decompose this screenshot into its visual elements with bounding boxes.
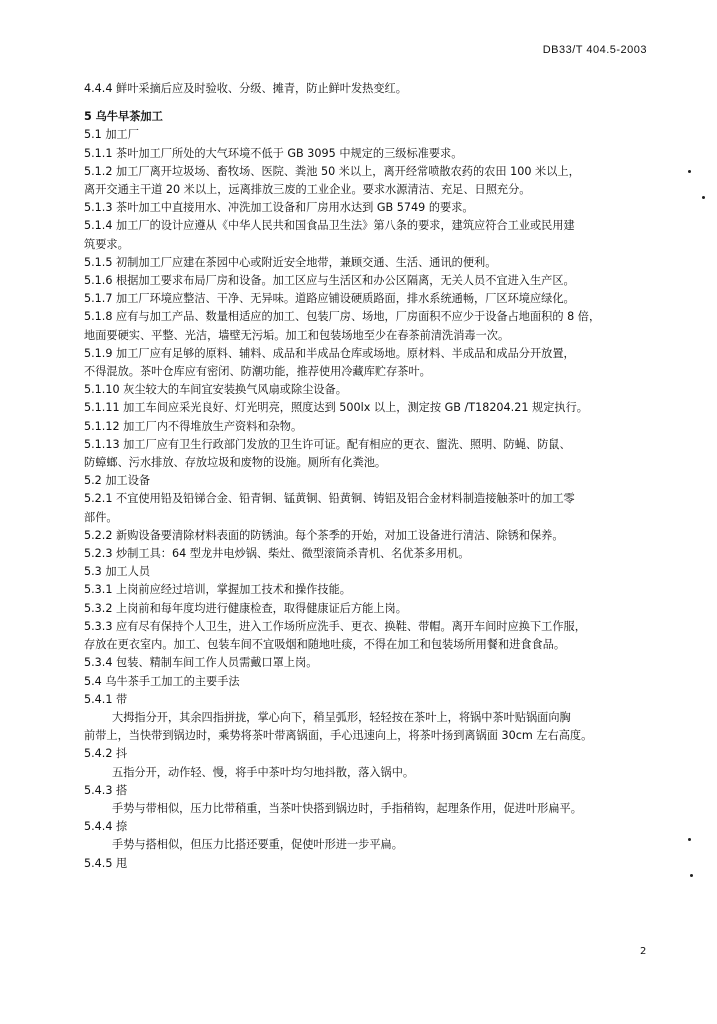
text-line: 5.4.5 甩 xyxy=(84,856,128,870)
text-line: 离开交通主干道 20 米以上，远离排放三废的工业企业。要求水源清洁、充足、日照充分。 xyxy=(84,183,531,197)
text-line: 5.1.5 初制加工厂应建在茶园中心或附近安全地带，兼顾交通、生活、通讯的便利。 xyxy=(84,255,497,269)
text-line: 5.2.3 炒制工具：64 型龙井电炒锅、柴灶、微型滚筒杀青机、名优茶多用机。 xyxy=(84,547,470,561)
text-line: 5.3 加工人员 xyxy=(84,565,151,579)
text-line: 5.1.1 茶叶加工厂所处的大气环境不低于 GB 3095 中规定的三级标准要求。 xyxy=(84,146,463,160)
text-line: 5.1.8 应有与加工产品、数量相适应的加工、包装厂房、场地，厂房面积不应少于设备占地面积的 8 倍， xyxy=(84,310,601,324)
document-body xyxy=(84,80,660,873)
scan-speck xyxy=(690,874,693,877)
text-line: 地面要硬实、平整、光洁，墙壁无污垢。加工和包装场地至少在春茶前清洗消毒一次。 xyxy=(84,328,510,342)
page-number: 2 xyxy=(640,946,647,957)
text-line: 4.4.4 鲜叶采摘后应及时验收、分级、摊青，防止鲜叶发热变红。 xyxy=(84,82,407,95)
text-line: 5.3.3 应有尽有保持个人卫生，进入工作场所应洗手、更衣、换鞋、带帽。离开车间时应换下工作服， xyxy=(84,619,586,633)
scan-speck xyxy=(688,838,691,841)
text-line: 防蟑螂、污水排放、存放垃圾和废物的设施。厕所有化粪池。 xyxy=(84,456,387,470)
text-line: 5.1.3 茶叶加工中直接用水、冲洗加工设备和厂房用水达到 GB 5749 的要求。 xyxy=(84,201,474,215)
text-line: 5.1.10 灰尘较大的车间宜安装换气风扇或除尘设备。 xyxy=(84,383,347,397)
text-line: 不得混放。茶叶仓库应有密闭、防潮功能，推荐使用冷藏库贮存茶叶。 xyxy=(84,365,431,379)
text-line: 5.4.1 带 xyxy=(84,692,128,706)
text-line: 5.1.2 加工厂离开垃圾场、畜牧场、医院、粪池 50 米以上，离开经常喷散农药的农田 100 米以上， xyxy=(84,164,580,178)
text-line: 5.1.6 根据加工要求布局厂房和设备。加工区应与生活区和办公区隔离，无关人员不宜进入生产区。 xyxy=(84,274,575,288)
text-line: 5.4.2 抖 xyxy=(84,747,128,761)
text-line: 5.1.12 加工厂内不得堆放生产资料和杂物。 xyxy=(84,419,303,433)
scan-speck xyxy=(688,170,691,173)
section-heading: 5 乌牛早茶加工 xyxy=(84,110,163,124)
text-line: 5.1 加工厂 xyxy=(84,128,139,142)
text-line: 5.4.3 搭 xyxy=(84,783,128,797)
text-line: 手势与带相似，压力比带稍重，当茶叶快搭到锅边时，手指稍钩，起理条作用，促进叶形扁平。 xyxy=(112,801,582,815)
text-line: 5.4.4 捺 xyxy=(84,820,128,834)
text-line: 5.3.2 上岗前和每年度均进行健康检查，取得健康证后方能上岗。 xyxy=(84,601,407,615)
text-line: 5.1.7 加工厂环境应整洁、干净、无异味。道路应铺设硬质路面，排水系统通畅，厂区环境应绿化。 xyxy=(84,292,575,306)
text-line: 部件。 xyxy=(84,510,118,524)
scan-speck xyxy=(702,196,705,199)
text-line: 五指分开，动作轻、慢，将手中茶叶均匀地抖散，落入锅中。 xyxy=(112,765,415,779)
text-line: 存放在更衣室内。加工、包装车间不宜吸烟和随地吐痰，不得在加工和包装场所用餐和进食食品。 xyxy=(84,638,566,652)
text-line: 5.3.4 包装、精制车间工作人员需戴口罩上岗。 xyxy=(84,656,318,670)
text-line: 5.2 加工设备 xyxy=(84,474,151,488)
text-line: 前带上，当快带到锅边时，乘势将茶叶带离锅面，手心迅速向上，将茶叶扬到离锅面 30cm 左右高度。 xyxy=(84,729,593,743)
text-line: 5.4 乌牛茶手工加工的主要手法 xyxy=(84,674,240,688)
text-line: 5.1.13 加工厂应有卫生行政部门发放的卫生许可证。配有相应的更衣、盥洗、照明、防蝇、防鼠、 xyxy=(84,437,571,451)
spacer xyxy=(84,98,660,108)
text-line: 手势与搭相似，但压力比搭还要重，促使叶形进一步平扁。 xyxy=(112,838,403,852)
text-line: 5.1.11 加工车间应采光良好、灯光明亮，照度达到 500lx 以上，测定按 GB /T18204.21 规定执行。 xyxy=(84,401,588,415)
text-line: 5.2.1 不宜使用铅及铅锑合金、铅青铜、锰黄铜、铅黄铜、铸铝及铝合金材料制造接触茶叶的加工零 xyxy=(84,492,575,506)
document-code-header: DB33/T 404.5-2003 xyxy=(542,44,647,56)
text-line: 大拇指分开，其余四指拼拢，掌心向下，稍呈弧形，轻轻按在茶叶上，将锅中茶叶贴锅面向胸 xyxy=(112,710,571,724)
text-line: 5.3.1 上岗前应经过培训，掌握加工技术和操作技能。 xyxy=(84,583,351,597)
text-line: 筑要求。 xyxy=(84,237,129,251)
text-line: 5.1.9 加工厂应有足够的原料、辅料、成品和半成品仓库或场地。原材料、半成品和成品分开放置， xyxy=(84,346,575,360)
text-line: 5.2.2 新购设备要清除材料表面的防锈油。每个茶季的开始，对加工设备进行清洁、除锈和保养。 xyxy=(84,528,564,542)
text-line: 5.1.4 加工厂的设计应遵从《中华人民共和国食品卫生法》第八条的要求，建筑应符合工业或民用建 xyxy=(84,219,575,233)
